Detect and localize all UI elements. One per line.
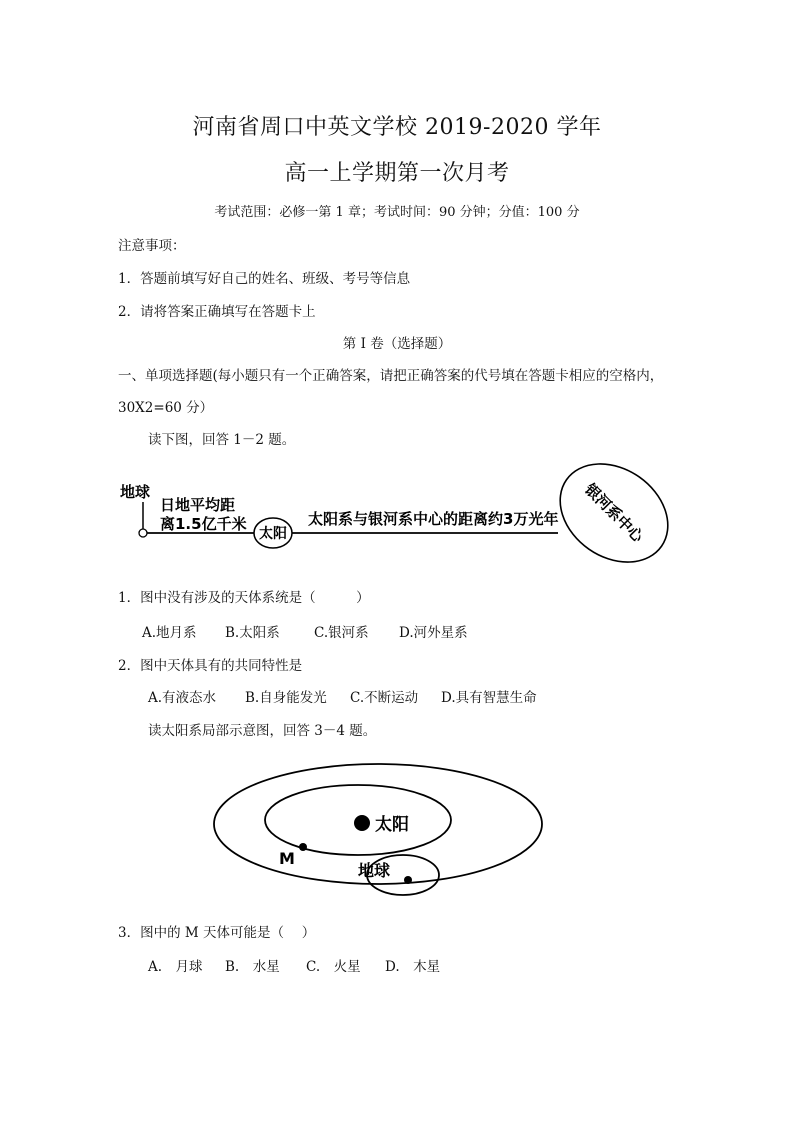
section-instructions-line2: 30X2=60 分） bbox=[118, 400, 214, 416]
section-instructions-line1: 一、单项选择题(每小题只有一个正确答案，请把正确答案的代号填在答题卡相应的空格内， bbox=[118, 368, 664, 384]
distance-label-line1: 日地平均距 bbox=[160, 496, 236, 514]
solar-system-diagram bbox=[200, 760, 570, 910]
exam-title-line1: 河南省周口中英文学校 2019-2020 学年 bbox=[192, 115, 602, 140]
exam-title-line2: 高一上学期第一次月考 bbox=[284, 161, 510, 186]
question-3-option-c[interactable]: C. 火星 bbox=[306, 959, 361, 975]
volume-title: 第 I 卷（选择题） bbox=[342, 336, 452, 352]
sun-label: 太阳 bbox=[375, 815, 409, 835]
question-2-option-c[interactable]: C.不断运动 bbox=[350, 690, 419, 706]
question-3-stem: 3．图中的 M 天体可能是（ ） bbox=[118, 925, 316, 941]
figure1-intro: 读下图，回答 1－2 题。 bbox=[148, 432, 296, 448]
earth-marker bbox=[139, 529, 147, 537]
question-2-option-b[interactable]: B.自身能发光 bbox=[245, 690, 327, 706]
figure2-intro: 读太阳系局部示意图，回答 3－4 题。 bbox=[148, 723, 377, 739]
exam-info: 考试范围：必修一第 1 章；考试时间：90 分钟；分值：100 分 bbox=[214, 205, 580, 220]
galaxy-center-label: 银河系中心 bbox=[581, 480, 647, 546]
question-3-option-d[interactable]: D. 木星 bbox=[385, 959, 441, 975]
m-dot bbox=[299, 843, 307, 851]
question-2-option-a[interactable]: A.有液态水 bbox=[148, 690, 217, 706]
question-1-option-c[interactable]: C.银河系 bbox=[314, 625, 369, 641]
galaxy-distance-diagram bbox=[110, 455, 670, 575]
question-3-option-a[interactable]: A. 月球 bbox=[148, 959, 203, 975]
notes-heading: 注意事项： bbox=[118, 238, 186, 254]
question-1-option-a[interactable]: A.地月系 bbox=[142, 625, 197, 641]
galaxy-distance-label: 太阳系与银河系中心的距离约3万光年 bbox=[308, 510, 559, 528]
earth-dot bbox=[404, 876, 412, 884]
earth-label: 地球 bbox=[358, 861, 391, 880]
question-1-stem: 1．图中没有涉及的天体系统是（ ） bbox=[118, 590, 370, 606]
sun-label: 太阳 bbox=[259, 526, 287, 542]
note-item-2: 2．请将答案正确填写在答题卡上 bbox=[118, 304, 316, 320]
question-2-stem: 2．图中天体具有的共同特性是 bbox=[118, 658, 303, 674]
question-1-option-d[interactable]: D.河外星系 bbox=[399, 625, 468, 641]
sun-dot bbox=[354, 815, 370, 831]
note-item-1: 1．答题前填写好自己的姓名、班级、考号等信息 bbox=[118, 271, 411, 287]
earth-label: 地球 bbox=[120, 483, 151, 501]
question-2-option-d[interactable]: D.具有智慧生命 bbox=[441, 690, 537, 706]
question-1-option-b[interactable]: B.太阳系 bbox=[225, 625, 280, 641]
m-label: M bbox=[279, 849, 295, 868]
question-3-option-b[interactable]: B. 水星 bbox=[225, 959, 280, 975]
distance-label-line2: 离1.5亿千米 bbox=[160, 515, 247, 533]
